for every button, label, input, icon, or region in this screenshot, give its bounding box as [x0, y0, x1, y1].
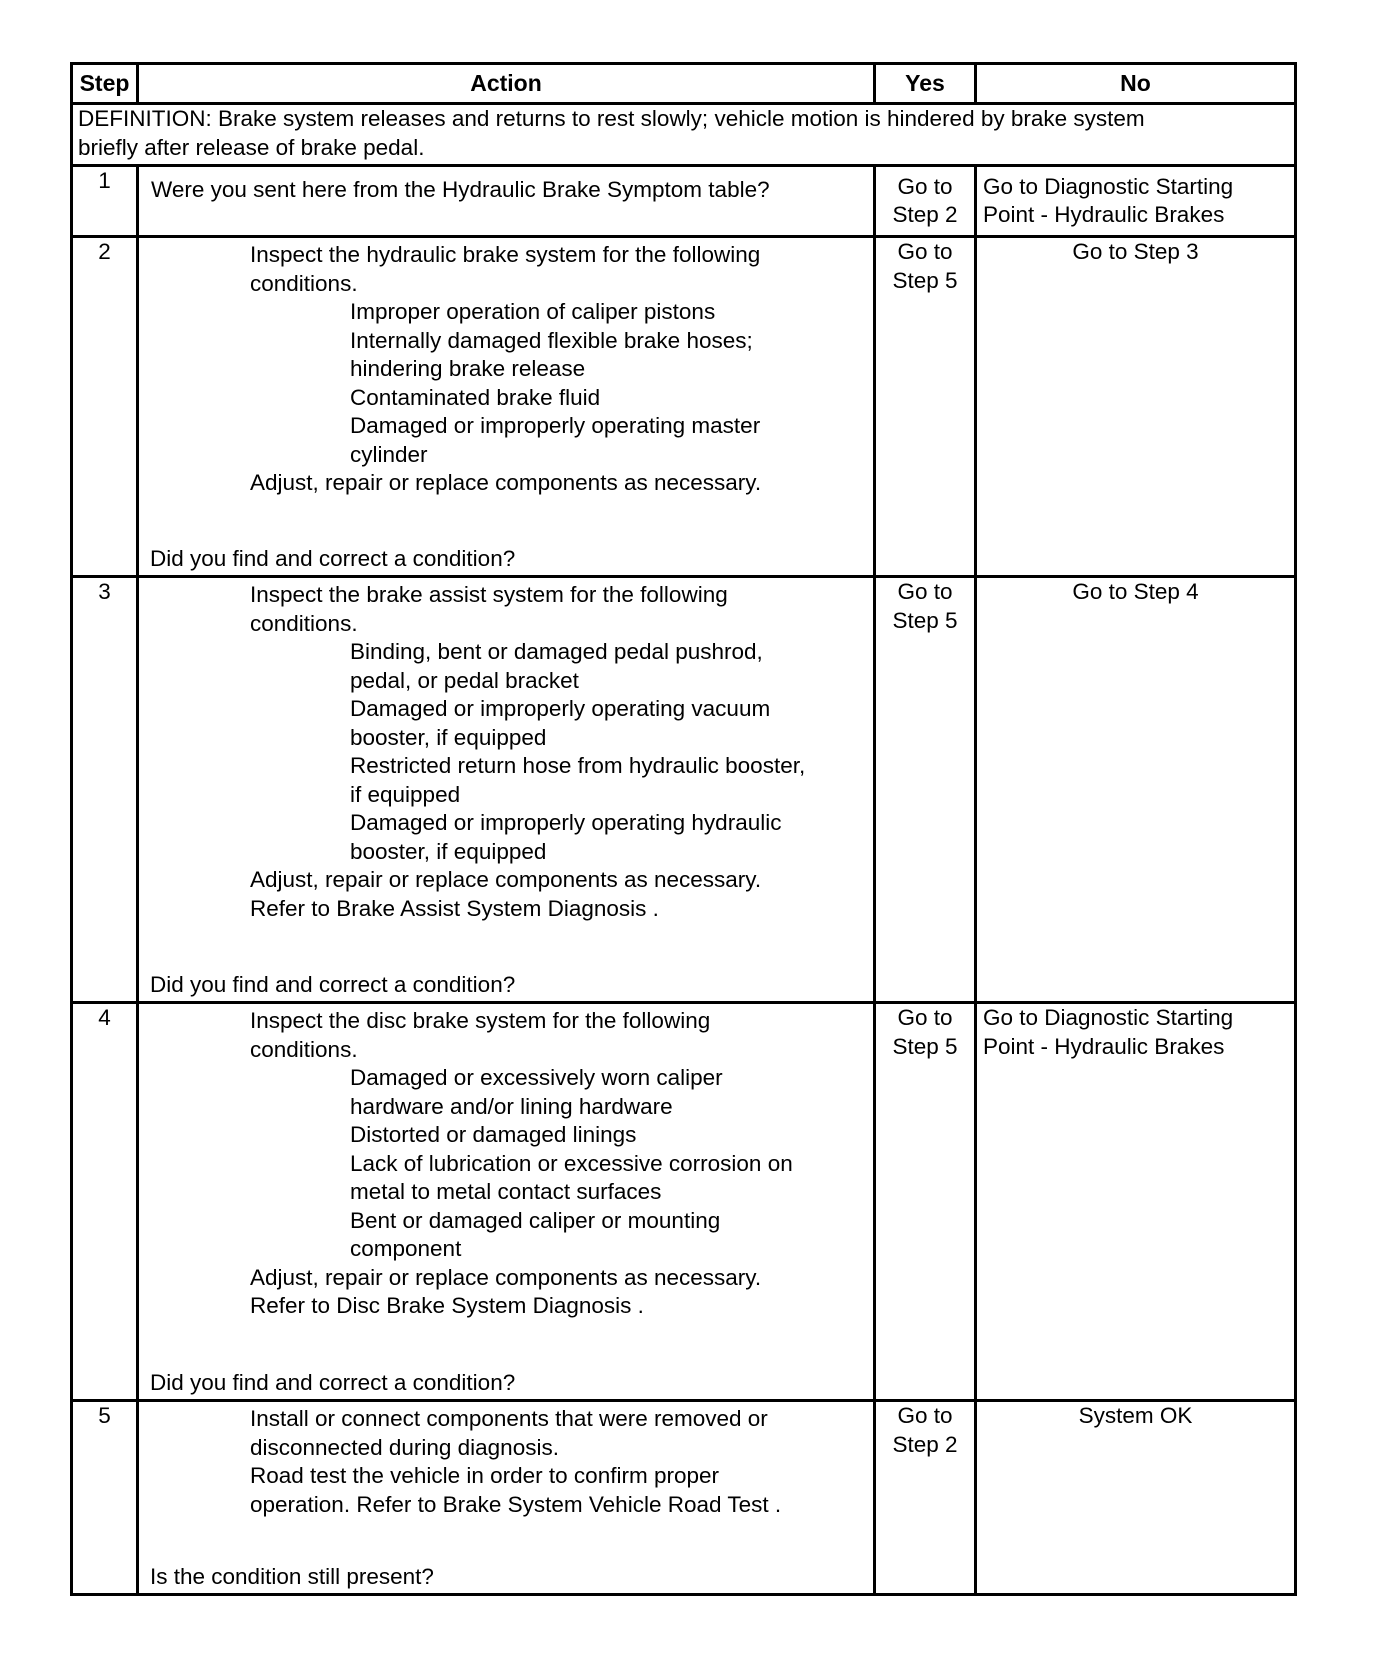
- header-no: No: [976, 64, 1296, 104]
- action-line: Distorted or damaged linings: [350, 1122, 637, 1147]
- yes-text: Go to: [897, 1005, 953, 1030]
- action-instructions: [150, 581, 862, 923]
- action-line: booster, if equipped: [350, 838, 547, 864]
- definition-row: [72, 104, 1296, 166]
- action-instructions: [150, 1405, 862, 1519]
- yes-text: Go to: [897, 579, 953, 604]
- definition-line: briefly after release of brake pedal.: [78, 134, 425, 160]
- action-line: Damaged or improperly operating master: [350, 413, 761, 438]
- no-cell: [976, 577, 1296, 1003]
- yes-text: Step 2: [892, 1431, 958, 1457]
- action-line: hindering brake release: [350, 356, 586, 381]
- action-content: [145, 173, 867, 207]
- no-cell: [976, 166, 1296, 237]
- step-number: 3: [72, 577, 138, 1003]
- no-text: Go to Step 4: [1072, 579, 1199, 604]
- no-text: Go to Diagnostic Starting: [983, 1005, 1234, 1030]
- action-line: component: [350, 1236, 462, 1261]
- action-line: Bent or damaged caliper or mounting: [350, 1207, 721, 1233]
- action-line: if equipped: [350, 781, 461, 807]
- no-cell: [976, 1401, 1296, 1595]
- step-row-1: [72, 166, 1296, 237]
- action-line: Refer to Disc Brake System Diagnosis .: [250, 1293, 644, 1318]
- action-content: [144, 238, 868, 575]
- yes-text: Go to: [897, 239, 953, 264]
- action-line: Damaged or improperly operating hydraulic: [350, 810, 782, 835]
- action-line: Adjust, repair or replace components as necessary.: [250, 1264, 762, 1290]
- yes-cell: [875, 166, 976, 237]
- action-line: Install or connect components that were removed or: [250, 1406, 768, 1431]
- yes-cell: [875, 577, 976, 1003]
- action-question: Is the condition still present?: [150, 1563, 434, 1589]
- action-line: metal to metal contact surfaces: [350, 1179, 662, 1204]
- action-line: Were you sent here from the Hydraulic Brake Symptom table?: [151, 177, 770, 202]
- action-line: Damaged or improperly operating vacuum: [350, 696, 771, 721]
- step-row-5: [72, 1401, 1296, 1595]
- step-number: 1: [72, 166, 138, 237]
- yes-cell: [875, 1401, 976, 1595]
- action-content: [144, 1004, 868, 1399]
- action-line: Refer to Brake Assist System Diagnosis .: [250, 895, 659, 921]
- action-line: Improper operation of caliper pistons: [350, 299, 716, 324]
- action-line: conditions.: [250, 1036, 358, 1062]
- yes-text: Step 2: [892, 202, 958, 227]
- action-line: conditions.: [250, 270, 358, 296]
- definition-cell: [72, 104, 1296, 166]
- definition-line: DEFINITION: Brake system releases and returns to rest slowly; vehicle motion is hindered by brake system: [78, 106, 1145, 131]
- no-cell: [976, 1003, 1296, 1401]
- step-number: 2: [72, 237, 138, 577]
- action-line: Inspect the hydraulic brake system for the following: [250, 242, 761, 267]
- action-line: Binding, bent or damaged pedal pushrod,: [350, 639, 763, 664]
- step-number: 5: [72, 1401, 138, 1595]
- action-cell: [138, 1003, 875, 1401]
- no-text: System OK: [1078, 1403, 1193, 1428]
- no-text: Go to Diagnostic Starting: [983, 173, 1234, 199]
- action-line: Internally damaged flexible brake hoses;: [350, 327, 753, 353]
- header-row: [72, 64, 1296, 104]
- action-line: Damaged or excessively worn caliper: [350, 1065, 723, 1090]
- action-question: Did you find and correct a condition?: [150, 545, 516, 571]
- yes-text: Go to: [897, 173, 953, 199]
- action-line: operation. Refer to Brake System Vehicle Road Test .: [250, 1491, 782, 1517]
- action-line: Adjust, repair or replace components as necessary.: [250, 867, 762, 892]
- action-cell: [138, 1401, 875, 1595]
- yes-cell: [875, 1003, 976, 1401]
- yes-text: Step 5: [892, 267, 958, 293]
- action-line: disconnected during diagnosis.: [250, 1434, 559, 1460]
- action-cell: [138, 237, 875, 577]
- no-text: Point - Hydraulic Brakes: [983, 1033, 1225, 1059]
- action-instructions: [151, 176, 861, 205]
- action-line: Inspect the brake assist system for the following: [250, 582, 728, 607]
- action-cell: [138, 577, 875, 1003]
- action-line: pedal, or pedal bracket: [350, 667, 579, 693]
- action-cell: [138, 166, 875, 237]
- no-text: Point - Hydraulic Brakes: [983, 202, 1225, 227]
- step-number: 4: [72, 1003, 138, 1401]
- action-question: Did you find and correct a condition?: [150, 1369, 516, 1395]
- action-line: cylinder: [350, 441, 428, 467]
- action-line: Road test the vehicle in order to confirm proper: [250, 1463, 719, 1488]
- step-row-3: [72, 577, 1296, 1003]
- yes-text: Go to: [897, 1403, 953, 1428]
- no-text: Go to Step 3: [1072, 239, 1199, 264]
- action-line: Inspect the disc brake system for the following: [250, 1008, 711, 1033]
- yes-text: Step 5: [892, 607, 958, 633]
- yes-cell: [875, 237, 976, 577]
- header-action: Action: [138, 64, 875, 104]
- header-step: Step: [72, 64, 138, 104]
- action-content: [144, 578, 868, 1001]
- action-line: Adjust, repair or replace components as necessary.: [250, 470, 762, 495]
- action-instructions: [150, 241, 862, 498]
- action-line: booster, if equipped: [350, 724, 547, 750]
- yes-text: Step 5: [892, 1033, 958, 1059]
- action-line: conditions.: [250, 610, 358, 636]
- step-row-4: [72, 1003, 1296, 1401]
- diagnostic-table: [70, 62, 1297, 1596]
- action-instructions: [150, 1007, 862, 1321]
- action-line: hardware and/or lining hardware: [350, 1093, 673, 1119]
- action-line: Contaminated brake fluid: [350, 384, 601, 410]
- header-yes: Yes: [875, 64, 976, 104]
- action-line: Lack of lubrication or excessive corrosion on: [350, 1150, 793, 1176]
- no-cell: [976, 237, 1296, 577]
- step-row-2: [72, 237, 1296, 577]
- action-content: [144, 1402, 868, 1593]
- action-line: Restricted return hose from hydraulic booster,: [350, 753, 806, 778]
- action-question: Did you find and correct a condition?: [150, 971, 516, 997]
